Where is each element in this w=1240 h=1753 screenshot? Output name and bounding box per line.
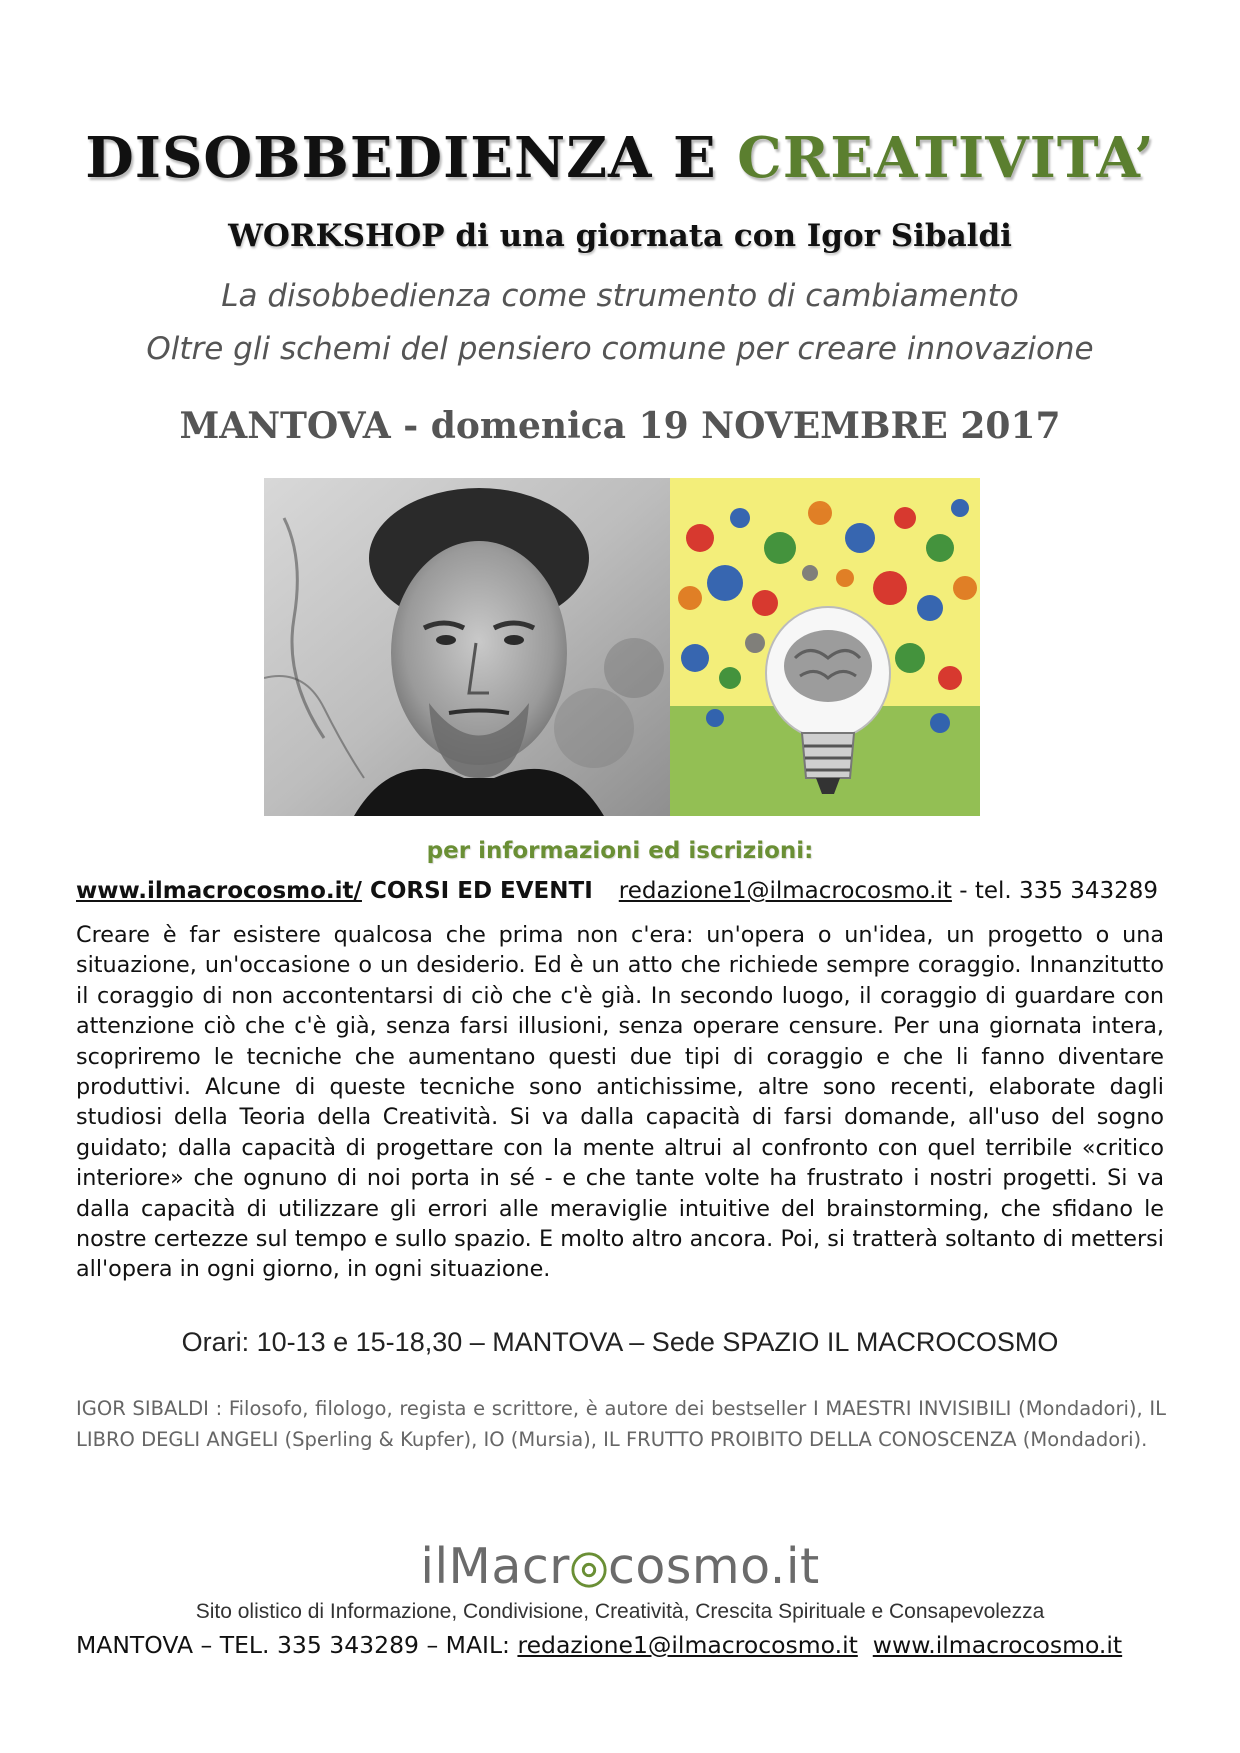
logo-text-end: cosmo.it (607, 1538, 820, 1595)
event-date: MANTOVA - domenica 19 NOVEMBRE 2017 (179, 405, 1061, 447)
subtitle-workshop: WORKSHOP (228, 218, 445, 254)
workshop-subtitle (0, 218, 1240, 254)
logo-text-start: ilMacr (420, 1538, 570, 1595)
author-bio: IGOR SIBALDI : Filosofo, filologo, regista e scrittore, è autore dei bestseller I MAESTRI INVISIBILI (Mondadori), IL LIBRO DEGLI ANGELI (Sperling & Kupfer), IO (Mursia), IL FRUTTO PROIBITO DELLA CONOSCENZA (Mondadori). (76, 1397, 1166, 1451)
email-link[interactable]: redazione1@ilmacrocosmo.it (618, 878, 952, 904)
events-label: CORSI ED EVENTI (361, 878, 593, 904)
title-part-black: DISOBBEDIENZA E (85, 125, 738, 191)
page-title (0, 125, 1240, 191)
workshop-description: Creare è far esistere qualcosa che prima non c'era: un'opera o un'idea, un progetto o una situazione, un'occasione o un desiderio. Ed è un atto che richiede sempre coraggio. Innanzitutto il coraggio di non accontentarsi di ciò che c'è già. In secondo luogo, il coraggio di guardare con attenzione ciò che c'è già, senza farsi illusioni, senza operare censure. Per una giornata intera, scopriremo le tecniche che aumentano questi due tipi di coraggio e che li fanno diventare produttivi. Alcune di queste tecniche sono antichissime, altre sono recenti, elaborate dagli studiosi della Teoria della Creatività. Si va dalla capacità di farsi domande, all'uso del sogno guidato; dalla capacità di progettare con la mente altrui al confronto con quel terribile «critico interiore» che ognuno di noi porta in sé - e che tante volte ha frustrato i nostri progetti. Si va dalla capacità di utilizzare gli errori alle meraviglie intuitive del brainstorming, che sfidano le nostre certezze sul tempo e sullo spazio. E molto altro ancora. Poi, si tratterà soltanto di mettersi all'opera in ogni giorno, in ogni situazione. (76, 922, 1164, 1283)
tagline-1: La disobbedienza come strumento di cambiamento (221, 278, 1019, 314)
info-heading: per informazioni ed iscrizioni: (426, 838, 814, 864)
subtitle-rest: di una giornata con Igor Sibaldi (444, 218, 1012, 254)
phone-number: - tel. 335 343289 (951, 878, 1159, 904)
event-hours: Orari: 10-13 e 15-18,30 – MANTOVA – Sede SPAZIO IL MACROCOSMO (181, 1327, 1059, 1357)
website-link[interactable]: www.ilmacrocosmo.it/ (76, 878, 362, 904)
site-description: Sito olistico di Informazione, Condivisione, Creatività, Crescita Spirituale e Consapevolezza (195, 1600, 1045, 1623)
lightbulb-illustration (670, 478, 980, 816)
footer-email-link[interactable]: redazione1@ilmacrocosmo.it (517, 1631, 858, 1659)
triskele-icon (570, 1551, 608, 1589)
footer-website-link[interactable]: www.ilmacrocosmo.it (872, 1631, 1123, 1659)
photo-strip (264, 478, 980, 816)
contact-line (76, 878, 1176, 904)
footer-phone-prefix: MANTOVA – TEL. 335 343289 – MAIL: (76, 1631, 518, 1659)
portrait-photo (264, 478, 670, 816)
footer-contacts (76, 1631, 1176, 1659)
tagline-2: Oltre gli schemi del pensiero comune per creare innovazione (146, 331, 1094, 367)
site-logo (0, 1538, 1240, 1595)
title-part-green: CREATIVITA’ (737, 125, 1155, 191)
